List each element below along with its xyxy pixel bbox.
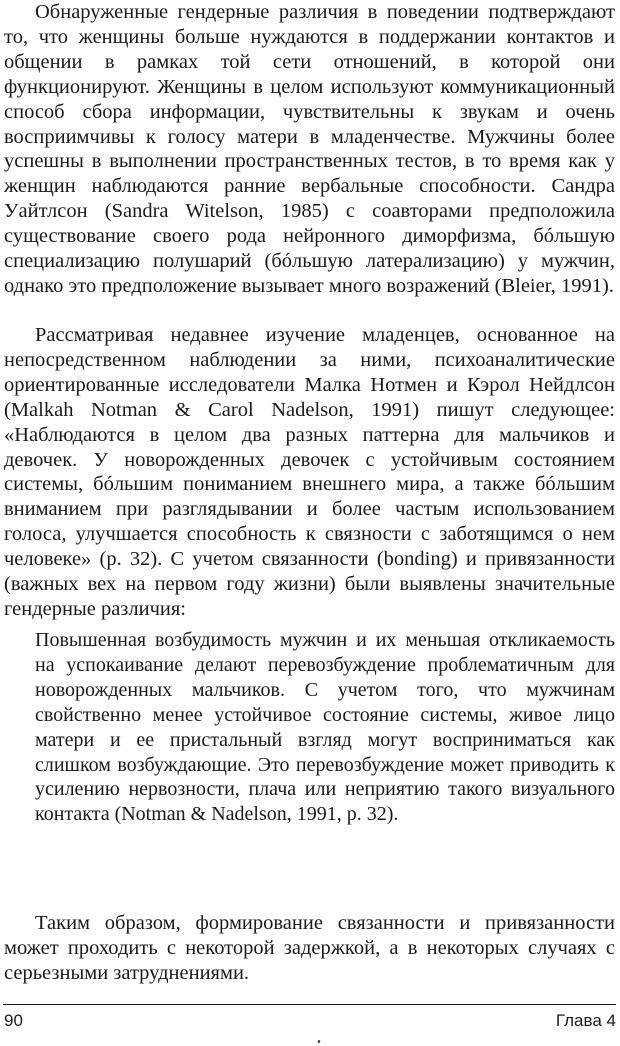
chapter-label: Глава 4 — [555, 1011, 616, 1030]
scan-speck — [317, 1040, 320, 1044]
page-number: 90 — [4, 1011, 23, 1030]
footer-rule — [3, 1004, 616, 1005]
body-paragraph-2: Рассматривая недавнее изучение младенцев, основанное на непосредственном наблюдении за ними, психоаналитические ориентированные исследователи Малка Нотмен и Кэрол Нейдлсон (Malkah Notman & Carol Nadelson, 1991) пишут следующее: «Наблюдаются в целом два разных паттерна для мальчиков и девочек. У новорожденных девочек с устойчивым состоянием системы, бóльшим пониманием внешнего мира, а также бóльшим вниманием при разглядывании и более частым использованием голоса, улучшается способность к связности с заботящимся о нем человеке» (p. 32). С учетом связанности (bonding) и привязанности (важных вех на первом году жизни) были выявлены значительные гендерные различия: — [4, 324, 615, 620]
body-paragraph-1: Обнаруженные гендерные различия в поведении подтверждают то, что женщины больше нуждаются в поддержании контактов и общении в рамках той сети отношений, в которой они функционируют. Женщины в целом используют коммуникационный способ сбора информации, чувствительны к звукам и очень восприимчивы к голосу матери в младенчестве. Мужчины более успешны в выполнении пространственных тестов, в то время как у женщин наблюдаются ранние вербальные способности. Сандра Уайтлсон (Sandra Witelson, 1985) с соавторами предположила существование своего рода нейронного диморфизма, бóльшую специализацию полушарий (бóльшую латерализацию) у мужчин, однако это предположение вызывает много возражений (Bleier, 1991). — [4, 1, 615, 297]
block-quote: Повышенная возбудимость мужчин и их меньшая откликаемость на успокаивание делают перевозбуждение проблематичным для новорожденных мальчиков. С учетом того, что мужчинам свойственно менее устойчивое состояние системы, живое лицо матери и ее пристальный взгляд могут восприниматься как слишком возбуждающие. Это перевозбуждение может приводить к усилению нервозности, плача или неприятию такого визуального контакта (Notman & Nadelson, 1991, p. 32). — [35, 629, 615, 826]
body-paragraph-3: Таким образом, формирование связанности и привязанности может проходить с некоторой задержкой, а в некоторых случаях с серьезными затруднениями. — [4, 912, 615, 984]
